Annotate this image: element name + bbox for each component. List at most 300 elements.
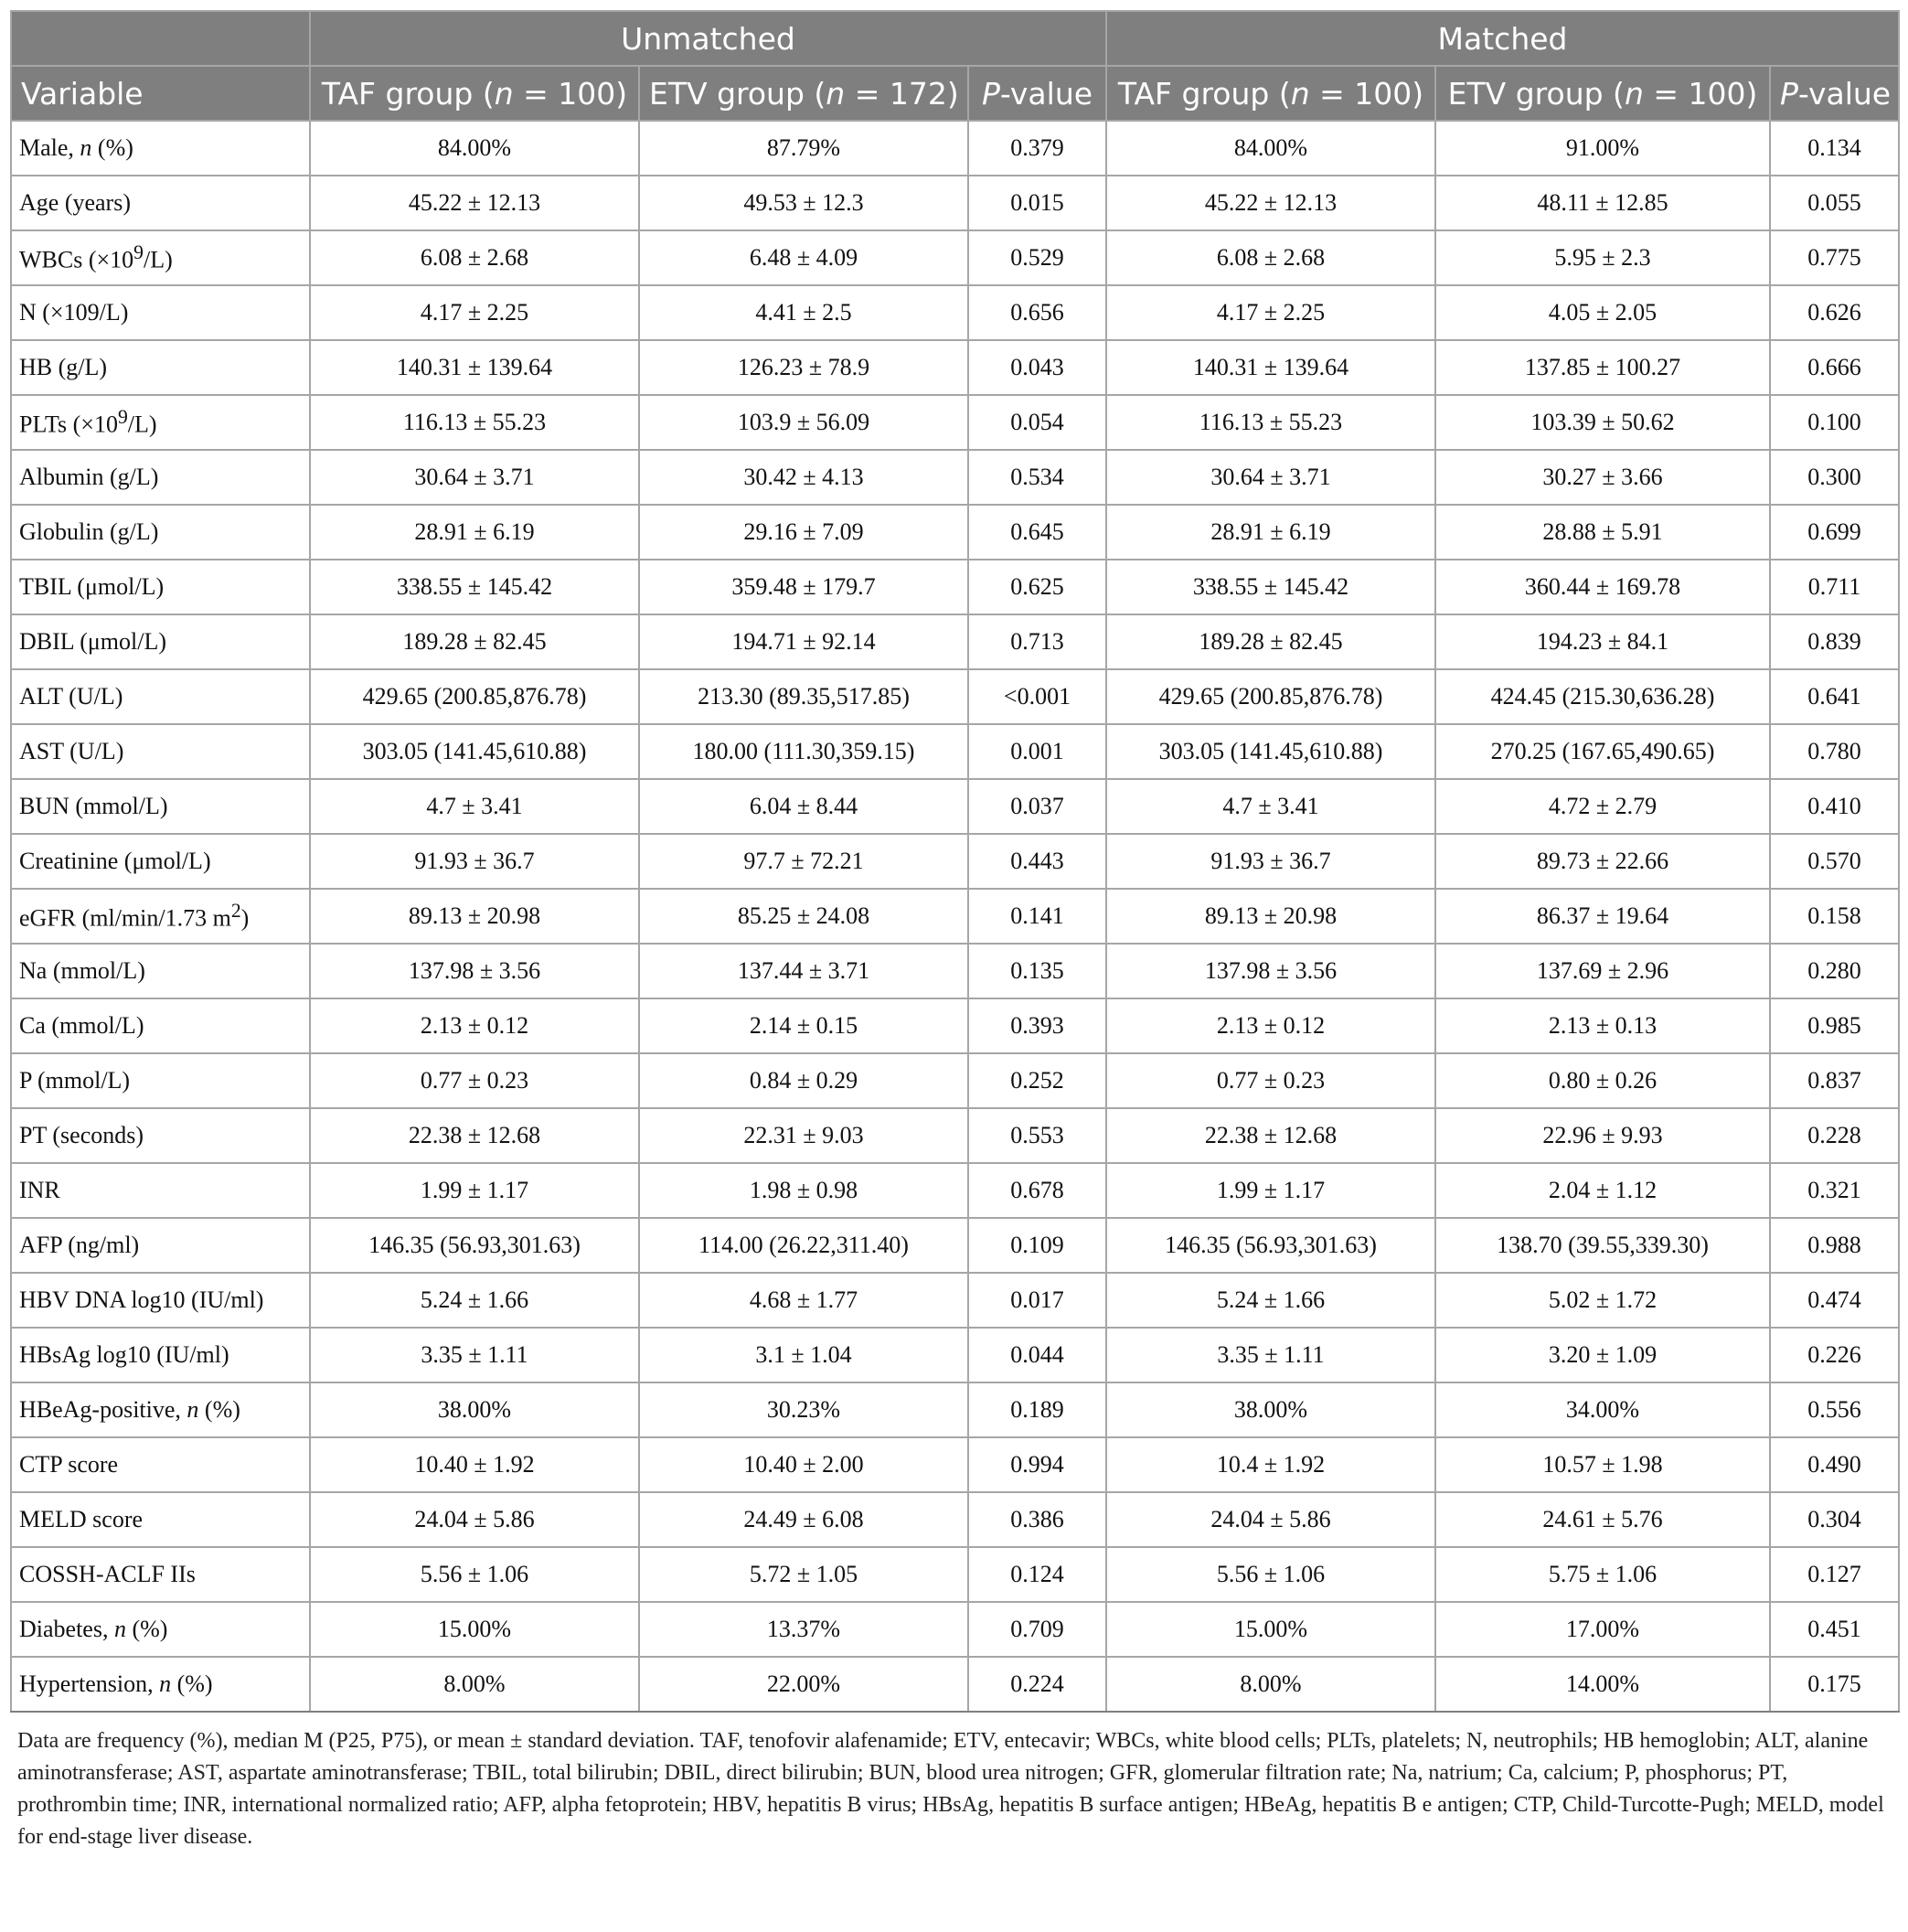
value-cell: 6.48 ± 4.09 — [639, 230, 968, 285]
value-cell: 89.73 ± 22.66 — [1435, 834, 1770, 889]
value-cell: 4.7 ± 3.41 — [310, 779, 639, 834]
value-cell: 2.14 ± 0.15 — [639, 998, 968, 1053]
table-row — [11, 395, 1899, 450]
text-part: AST (U/L) — [19, 738, 124, 764]
value-cell: 0.252 — [968, 1053, 1106, 1108]
value-cell: 0.645 — [968, 505, 1106, 560]
value-cell: 0.100 — [1770, 395, 1899, 450]
value-cell: 194.71 ± 92.14 — [639, 614, 968, 669]
table-row — [11, 724, 1899, 779]
table-row — [11, 450, 1899, 505]
text-part: PLTs (×10 — [19, 411, 118, 438]
value-cell: 0.994 — [968, 1437, 1106, 1492]
value-cell: 4.17 ± 2.25 — [310, 285, 639, 340]
value-cell: 137.98 ± 3.56 — [310, 944, 639, 998]
value-cell: 10.4 ± 1.92 — [1106, 1437, 1435, 1492]
value-cell: 5.24 ± 1.66 — [310, 1273, 639, 1328]
group-header-row — [11, 11, 1899, 66]
value-cell: 30.64 ± 3.71 — [310, 450, 639, 505]
text-part: MELD score — [19, 1506, 144, 1532]
value-cell: 4.05 ± 2.05 — [1435, 285, 1770, 340]
table-row — [11, 1328, 1899, 1382]
value-cell: 338.55 ± 145.42 — [1106, 560, 1435, 614]
value-cell: 0.189 — [968, 1382, 1106, 1437]
value-cell: 116.13 ± 55.23 — [1106, 395, 1435, 450]
variable-cell — [11, 1328, 310, 1382]
variable-cell — [11, 1382, 310, 1437]
text-part: /L) — [144, 246, 173, 273]
value-cell: 0.379 — [968, 121, 1106, 176]
column-header — [310, 66, 639, 121]
value-cell: 146.35 (56.93,301.63) — [1106, 1218, 1435, 1273]
value-cell: 15.00% — [310, 1602, 639, 1657]
text-part: CTP score — [19, 1451, 119, 1478]
value-cell: 5.75 ± 1.06 — [1435, 1547, 1770, 1602]
value-cell: 10.40 ± 2.00 — [639, 1437, 968, 1492]
superscript: 9 — [133, 241, 144, 264]
value-cell: 424.45 (215.30,636.28) — [1435, 669, 1770, 724]
value-cell: 97.7 ± 72.21 — [639, 834, 968, 889]
value-cell: 0.280 — [1770, 944, 1899, 998]
table-row — [11, 285, 1899, 340]
value-cell: 49.53 ± 12.3 — [639, 176, 968, 230]
table-row — [11, 340, 1899, 395]
value-cell: 24.04 ± 5.86 — [310, 1492, 639, 1547]
column-header-variable — [11, 66, 310, 121]
group-header-unmatched: Unmatched — [310, 11, 1106, 66]
value-cell: 6.08 ± 2.68 — [1106, 230, 1435, 285]
variable-cell — [11, 395, 310, 450]
value-cell: 189.28 ± 82.45 — [310, 614, 639, 669]
value-cell: 338.55 ± 145.42 — [310, 560, 639, 614]
text-part: HBsAg log10 (IU/ml) — [19, 1341, 229, 1368]
variable-cell — [11, 1602, 310, 1657]
group-header-matched: Matched — [1106, 11, 1899, 66]
value-cell: 303.05 (141.45,610.88) — [1106, 724, 1435, 779]
table-row — [11, 1602, 1899, 1657]
value-cell: 0.001 — [968, 724, 1106, 779]
value-cell: 0.175 — [1770, 1657, 1899, 1712]
value-cell: 2.13 ± 0.13 — [1435, 998, 1770, 1053]
italic-symbol: P — [1780, 75, 1798, 112]
text-part: /L) — [127, 411, 157, 438]
value-cell: 0.626 — [1770, 285, 1899, 340]
table-row — [11, 1108, 1899, 1163]
value-cell: 0.055 — [1770, 176, 1899, 230]
value-cell: 180.00 (111.30,359.15) — [639, 724, 968, 779]
text-part: Diabetes, — [19, 1616, 114, 1642]
table-row — [11, 834, 1899, 889]
table-row — [11, 1163, 1899, 1218]
value-cell: 0.570 — [1770, 834, 1899, 889]
value-cell: 0.451 — [1770, 1602, 1899, 1657]
italic-symbol: n — [826, 75, 846, 112]
value-cell: 0.837 — [1770, 1053, 1899, 1108]
variable-cell — [11, 834, 310, 889]
value-cell: 0.386 — [968, 1492, 1106, 1547]
variable-cell — [11, 1492, 310, 1547]
table-row — [11, 669, 1899, 724]
value-cell: 140.31 ± 139.64 — [310, 340, 639, 395]
value-cell: 5.56 ± 1.06 — [310, 1547, 639, 1602]
superscript: 2 — [230, 900, 241, 923]
value-cell: 84.00% — [1106, 121, 1435, 176]
text-part: Variable — [21, 75, 144, 112]
variable-cell — [11, 669, 310, 724]
value-cell: 0.135 — [968, 944, 1106, 998]
italic-symbol: n — [1290, 75, 1310, 112]
table-row — [11, 889, 1899, 944]
text-part: TAF group ( — [1117, 75, 1291, 112]
value-cell: 22.38 ± 12.68 — [310, 1108, 639, 1163]
value-cell: 0.037 — [968, 779, 1106, 834]
value-cell: 359.48 ± 179.7 — [639, 560, 968, 614]
value-cell: 5.02 ± 1.72 — [1435, 1273, 1770, 1328]
value-cell: 4.72 ± 2.79 — [1435, 779, 1770, 834]
table-row — [11, 1437, 1899, 1492]
value-cell: 194.23 ± 84.1 — [1435, 614, 1770, 669]
value-cell: 85.25 ± 24.08 — [639, 889, 968, 944]
value-cell: 30.64 ± 3.71 — [1106, 450, 1435, 505]
variable-cell — [11, 1218, 310, 1273]
table-row — [11, 560, 1899, 614]
value-cell: 5.72 ± 1.05 — [639, 1547, 968, 1602]
value-cell: 0.141 — [968, 889, 1106, 944]
column-header — [1770, 66, 1899, 121]
value-cell: 0.228 — [1770, 1108, 1899, 1163]
text-part: WBCs (×10 — [19, 246, 134, 273]
value-cell: 0.656 — [968, 285, 1106, 340]
text-part: COSSH-ACLF IIs — [19, 1561, 196, 1587]
variable-cell — [11, 340, 310, 395]
value-cell: 0.043 — [968, 340, 1106, 395]
value-cell: 0.77 ± 0.23 — [1106, 1053, 1435, 1108]
value-cell: 14.00% — [1435, 1657, 1770, 1712]
value-cell: 3.20 ± 1.09 — [1435, 1328, 1770, 1382]
value-cell: 6.04 ± 8.44 — [639, 779, 968, 834]
variable-cell — [11, 560, 310, 614]
value-cell: 10.57 ± 1.98 — [1435, 1437, 1770, 1492]
text-part: = 100) — [513, 75, 628, 112]
text-part: HBV DNA log10 (IU/ml) — [19, 1286, 264, 1313]
text-part: Globulin (g/L) — [19, 518, 159, 545]
value-cell: 0.224 — [968, 1657, 1106, 1712]
value-cell: 0.443 — [968, 834, 1106, 889]
italic-symbol: n — [80, 134, 92, 161]
text-part: -value — [1797, 75, 1892, 112]
value-cell: 0.625 — [968, 560, 1106, 614]
value-cell: 89.13 ± 20.98 — [1106, 889, 1435, 944]
value-cell: 5.56 ± 1.06 — [1106, 1547, 1435, 1602]
value-cell: 0.641 — [1770, 669, 1899, 724]
value-cell: 0.124 — [968, 1547, 1106, 1602]
text-part: (%) — [198, 1396, 240, 1423]
value-cell: 3.35 ± 1.11 — [310, 1328, 639, 1382]
text-part: = 172) — [845, 75, 959, 112]
column-header — [1435, 66, 1770, 121]
table-row — [11, 1382, 1899, 1437]
column-header — [639, 66, 968, 121]
value-cell: 0.84 ± 0.29 — [639, 1053, 968, 1108]
value-cell: 5.24 ± 1.66 — [1106, 1273, 1435, 1328]
value-cell: 0.77 ± 0.23 — [310, 1053, 639, 1108]
variable-cell — [11, 285, 310, 340]
text-part: P (mmol/L) — [19, 1067, 131, 1094]
value-cell: 0.158 — [1770, 889, 1899, 944]
value-cell: 0.80 ± 0.26 — [1435, 1053, 1770, 1108]
variable-cell — [11, 1053, 310, 1108]
text-part: AFP (ng/ml) — [19, 1232, 140, 1258]
value-cell: 3.1 ± 1.04 — [639, 1328, 968, 1382]
value-cell: 0.529 — [968, 230, 1106, 285]
text-part: (%) — [125, 1616, 168, 1642]
value-cell: 34.00% — [1435, 1382, 1770, 1437]
table-row — [11, 614, 1899, 669]
value-cell: 4.68 ± 1.77 — [639, 1273, 968, 1328]
variable-cell — [11, 176, 310, 230]
column-header — [968, 66, 1106, 121]
italic-symbol: n — [113, 1616, 126, 1642]
value-cell: 140.31 ± 139.64 — [1106, 340, 1435, 395]
variable-cell — [11, 944, 310, 998]
variable-cell — [11, 505, 310, 560]
text-part: ETV group ( — [649, 75, 826, 112]
value-cell: 1.98 ± 0.98 — [639, 1163, 968, 1218]
italic-symbol: P — [981, 75, 1000, 112]
value-cell: 48.11 ± 12.85 — [1435, 176, 1770, 230]
superscript: 9 — [117, 406, 128, 429]
value-cell: 126.23 ± 78.9 — [639, 340, 968, 395]
value-cell: 0.985 — [1770, 998, 1899, 1053]
value-cell: 0.300 — [1770, 450, 1899, 505]
table-container — [10, 10, 1898, 1853]
value-cell: 0.321 — [1770, 1163, 1899, 1218]
text-part: ) — [240, 904, 250, 932]
variable-cell — [11, 889, 310, 944]
value-cell: 22.38 ± 12.68 — [1106, 1108, 1435, 1163]
text-part: = 100) — [1309, 75, 1424, 112]
value-cell: 8.00% — [310, 1657, 639, 1712]
value-cell: 30.42 ± 4.13 — [639, 450, 968, 505]
value-cell: 4.7 ± 3.41 — [1106, 779, 1435, 834]
table-row — [11, 779, 1899, 834]
italic-symbol: n — [494, 75, 514, 112]
value-cell: 0.678 — [968, 1163, 1106, 1218]
table-row — [11, 1547, 1899, 1602]
value-cell: 10.40 ± 1.92 — [310, 1437, 639, 1492]
value-cell: 0.713 — [968, 614, 1106, 669]
value-cell: 0.304 — [1770, 1492, 1899, 1547]
text-part: BUN (mmol/L) — [19, 793, 168, 819]
variable-cell — [11, 450, 310, 505]
value-cell: 22.00% — [639, 1657, 968, 1712]
value-cell: 28.88 ± 5.91 — [1435, 505, 1770, 560]
value-cell: 0.556 — [1770, 1382, 1899, 1437]
value-cell: 116.13 ± 55.23 — [310, 395, 639, 450]
value-cell: 0.410 — [1770, 779, 1899, 834]
text-part: DBIL (μmol/L) — [19, 628, 167, 655]
value-cell: 0.127 — [1770, 1547, 1899, 1602]
variable-cell — [11, 1547, 310, 1602]
variable-cell — [11, 1437, 310, 1492]
value-cell: 0.393 — [968, 998, 1106, 1053]
value-cell: 103.9 ± 56.09 — [639, 395, 968, 450]
value-cell: 0.474 — [1770, 1273, 1899, 1328]
variable-cell — [11, 779, 310, 834]
value-cell: 30.23% — [639, 1382, 968, 1437]
value-cell: 0.109 — [968, 1218, 1106, 1273]
value-cell: 28.91 ± 6.19 — [310, 505, 639, 560]
text-part: Albumin (g/L) — [19, 464, 159, 490]
value-cell: 0.017 — [968, 1273, 1106, 1328]
value-cell: 138.70 (39.55,339.30) — [1435, 1218, 1770, 1273]
value-cell: 0.054 — [968, 395, 1106, 450]
text-part: INR — [19, 1177, 60, 1203]
value-cell: 0.015 — [968, 176, 1106, 230]
text-part: ALT (U/L) — [19, 683, 123, 710]
table-row — [11, 944, 1899, 998]
italic-symbol: n — [1624, 75, 1644, 112]
table-body — [11, 121, 1899, 1712]
value-cell: 22.96 ± 9.93 — [1435, 1108, 1770, 1163]
text-part: HB (g/L) — [19, 354, 108, 380]
value-cell: 84.00% — [310, 121, 639, 176]
table-row — [11, 1218, 1899, 1273]
value-cell: 0.490 — [1770, 1437, 1899, 1492]
variable-cell — [11, 1163, 310, 1218]
value-cell: 0.775 — [1770, 230, 1899, 285]
variable-cell — [11, 230, 310, 285]
table-row — [11, 1053, 1899, 1108]
italic-symbol: n — [187, 1396, 199, 1423]
table-row — [11, 998, 1899, 1053]
value-cell: 91.00% — [1435, 121, 1770, 176]
text-part: -value — [999, 75, 1093, 112]
text-part: Male, — [19, 134, 80, 161]
variable-cell — [11, 724, 310, 779]
value-cell: 3.35 ± 1.11 — [1106, 1328, 1435, 1382]
value-cell: 0.134 — [1770, 121, 1899, 176]
value-cell: 17.00% — [1435, 1602, 1770, 1657]
value-cell: 1.99 ± 1.17 — [1106, 1163, 1435, 1218]
value-cell: 0.044 — [968, 1328, 1106, 1382]
value-cell: 38.00% — [310, 1382, 639, 1437]
value-cell: 2.13 ± 0.12 — [310, 998, 639, 1053]
text-part: TBIL (μmol/L) — [19, 573, 165, 600]
table-row — [11, 121, 1899, 176]
value-cell: 5.95 ± 2.3 — [1435, 230, 1770, 285]
value-cell: 137.44 ± 3.71 — [639, 944, 968, 998]
table-row — [11, 176, 1899, 230]
value-cell: 15.00% — [1106, 1602, 1435, 1657]
header-blank-cell — [11, 11, 310, 66]
value-cell: 29.16 ± 7.09 — [639, 505, 968, 560]
value-cell: 0.666 — [1770, 340, 1899, 395]
variable-cell — [11, 1657, 310, 1712]
text-part: eGFR (ml/min/1.73 m — [19, 904, 231, 932]
variable-cell — [11, 998, 310, 1053]
text-part: = 100) — [1643, 75, 1758, 112]
baseline-characteristics-table — [10, 10, 1900, 1713]
value-cell: 91.93 ± 36.7 — [310, 834, 639, 889]
value-cell: 0.709 — [968, 1602, 1106, 1657]
variable-cell — [11, 1108, 310, 1163]
value-cell: 114.00 (26.22,311.40) — [639, 1218, 968, 1273]
value-cell: 189.28 ± 82.45 — [1106, 614, 1435, 669]
text-part: Na (mmol/L) — [19, 957, 145, 984]
value-cell: 45.22 ± 12.13 — [310, 176, 639, 230]
value-cell: 1.99 ± 1.17 — [310, 1163, 639, 1218]
column-header — [1106, 66, 1435, 121]
value-cell: 6.08 ± 2.68 — [310, 230, 639, 285]
variable-cell — [11, 1273, 310, 1328]
italic-symbol: n — [159, 1670, 172, 1697]
value-cell: 213.30 (89.35,517.85) — [639, 669, 968, 724]
table-footnote: Data are frequency (%), median M (P25, P75), or mean ± standard deviation. TAF, tenofovir alafenamide; ETV, entecavir; WBCs, white blood cells; PLTs, platelets; N, neutrophils; HB hemoglobin; ALT, alanine aminotransferase; AST, aspartate aminotransferase; TBIL, total bilirubin; DBIL, direct bilirubin; BUN, blood urea nitrogen; GFR, glomerular filtration rate; Na, natrium; Ca, calcium; P, phosphorus; PT, prothrombin time; INR, international normalized ratio; AFP, alpha fetoprotein; HBV, hepatitis B virus; HBsAg, hepatitis B surface antigen; HBeAg, hepatitis B e antigen; CTP, Child-Turcotte-Pugh; MELD, model for end-stage liver disease. — [17, 1729, 1884, 1849]
table-row — [11, 1657, 1899, 1712]
value-cell: 87.79% — [639, 121, 968, 176]
value-cell: 0.780 — [1770, 724, 1899, 779]
value-cell: 103.39 ± 50.62 — [1435, 395, 1770, 450]
value-cell: 30.27 ± 3.66 — [1435, 450, 1770, 505]
value-cell: 38.00% — [1106, 1382, 1435, 1437]
text-part: Creatinine (μmol/L) — [19, 848, 211, 874]
value-cell: 24.61 ± 5.76 — [1435, 1492, 1770, 1547]
value-cell: 45.22 ± 12.13 — [1106, 176, 1435, 230]
value-cell: 137.85 ± 100.27 — [1435, 340, 1770, 395]
value-cell: 0.553 — [968, 1108, 1106, 1163]
text-part: (%) — [91, 134, 133, 161]
table-row — [11, 505, 1899, 560]
value-cell: 0.839 — [1770, 614, 1899, 669]
value-cell: 24.04 ± 5.86 — [1106, 1492, 1435, 1547]
value-cell: 89.13 ± 20.98 — [310, 889, 639, 944]
value-cell: 4.41 ± 2.5 — [639, 285, 968, 340]
value-cell: 137.69 ± 2.96 — [1435, 944, 1770, 998]
value-cell: 2.13 ± 0.12 — [1106, 998, 1435, 1053]
value-cell: 0.534 — [968, 450, 1106, 505]
text-part: N (×109/L) — [19, 299, 129, 326]
value-cell: 8.00% — [1106, 1657, 1435, 1712]
value-cell: 146.35 (56.93,301.63) — [310, 1218, 639, 1273]
value-cell: 0.699 — [1770, 505, 1899, 560]
table-row — [11, 230, 1899, 285]
value-cell: 360.44 ± 169.78 — [1435, 560, 1770, 614]
text-part: ETV group ( — [1447, 75, 1625, 112]
text-part: Ca (mmol/L) — [19, 1012, 144, 1039]
value-cell: 0.988 — [1770, 1218, 1899, 1273]
value-cell: 429.65 (200.85,876.78) — [1106, 669, 1435, 724]
value-cell: <0.001 — [968, 669, 1106, 724]
text-part: TAF group ( — [321, 75, 495, 112]
value-cell: 13.37% — [639, 1602, 968, 1657]
value-cell: 137.98 ± 3.56 — [1106, 944, 1435, 998]
text-part: Age (years) — [19, 189, 131, 216]
text-part: PT (seconds) — [19, 1122, 144, 1148]
text-part: (%) — [171, 1670, 213, 1697]
value-cell: 2.04 ± 1.12 — [1435, 1163, 1770, 1218]
value-cell: 270.25 (167.65,490.65) — [1435, 724, 1770, 779]
value-cell: 86.37 ± 19.64 — [1435, 889, 1770, 944]
value-cell: 429.65 (200.85,876.78) — [310, 669, 639, 724]
text-part: Hypertension, — [19, 1670, 160, 1697]
value-cell: 303.05 (141.45,610.88) — [310, 724, 639, 779]
value-cell: 0.226 — [1770, 1328, 1899, 1382]
value-cell: 4.17 ± 2.25 — [1106, 285, 1435, 340]
variable-cell — [11, 614, 310, 669]
text-part: HBeAg-positive, — [19, 1396, 187, 1423]
table-row — [11, 1492, 1899, 1547]
